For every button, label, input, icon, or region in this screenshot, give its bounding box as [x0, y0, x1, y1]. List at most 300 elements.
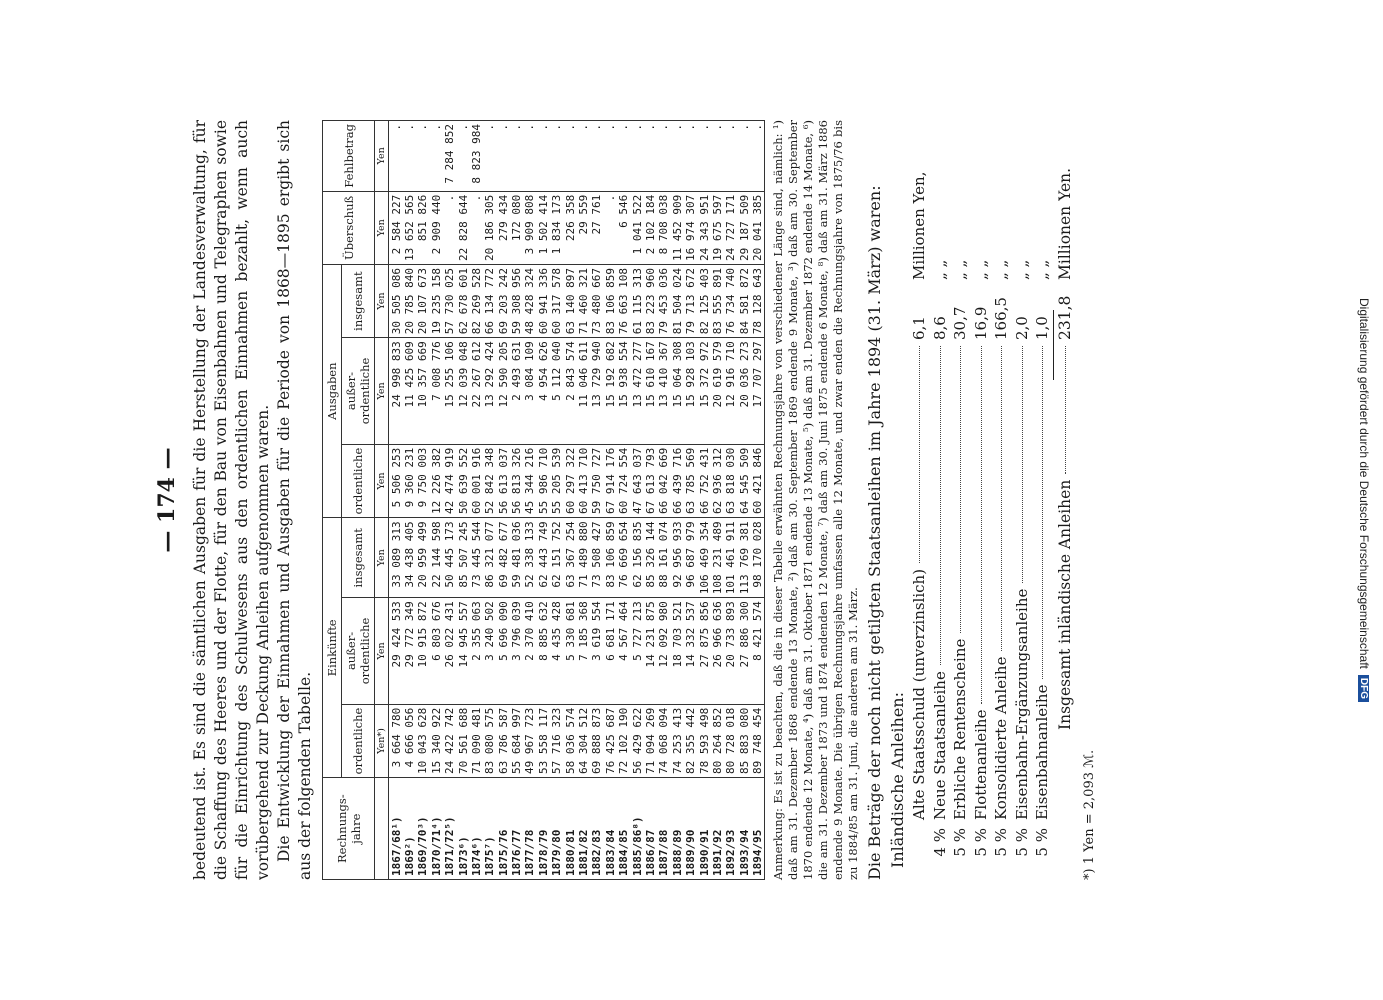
value-cell: 12 039 048: [456, 338, 469, 445]
loans-list: [909, 120, 1053, 880]
loan-value: 8,6: [930, 316, 949, 340]
value-cell: 73 480 667: [590, 265, 603, 338]
table-row: [710, 121, 723, 880]
value-cell: 5 727 213: [630, 598, 643, 705]
value-cell: 60 001 916: [469, 444, 482, 518]
table-row: [750, 121, 764, 880]
table-row: [469, 121, 482, 880]
col-expense-extra: außer-ordentliche: [341, 338, 374, 445]
value-cell: 53 558 117: [536, 704, 549, 778]
value-cell: 3 796 039: [509, 598, 522, 705]
value-cell: 60 941 336: [536, 265, 549, 338]
table-row: [724, 121, 737, 880]
year-cell: 1869²): [402, 778, 415, 880]
value-cell: 81 504 024: [670, 265, 683, 338]
value-cell: 47 643 037: [630, 444, 643, 518]
value-cell: .: [523, 121, 536, 192]
loan-rate: 5 %: [950, 828, 969, 857]
year-cell: 1867/68¹): [388, 778, 402, 880]
year-cell: 1883/84: [603, 778, 616, 880]
value-cell: .: [442, 191, 455, 264]
value-cell: 10 043 628: [416, 704, 429, 778]
table-row: [456, 121, 469, 880]
value-cell: 29 424 533: [388, 598, 402, 705]
value-cell: 226 358: [563, 191, 576, 264]
value-cell: 19 235 158: [429, 265, 442, 338]
table-row: [388, 121, 402, 880]
value-cell: 6 546: [617, 191, 630, 264]
value-cell: 71 090 481: [469, 704, 482, 778]
value-cell: 13 292 424: [483, 338, 496, 445]
value-cell: 11 046 611: [576, 338, 589, 445]
value-cell: 851 826: [416, 191, 429, 264]
value-cell: .: [603, 121, 616, 192]
value-cell: 27 761: [590, 191, 603, 264]
value-cell: 50 639 552: [456, 444, 469, 518]
value-cell: 20 041 385: [750, 191, 764, 264]
value-cell: 172 080: [509, 191, 522, 264]
value-cell: .: [603, 191, 616, 264]
table-note: Anmerkung: Es ist zu beachten, daß die in dieser Tabelle erwähnten Rechnungsjahre von verschiedener Länge sind, nämlich: ¹) daß am 31. Dezember 1868 endende 13 Monate, ²) daß am 30. September 1869 endende 9 Monate, ³) daß am 30. September 1870 endende 12 Monate, ⁴) daß am 31. Oktober 1871 endende 13 Monate, ⁵) daß am 31. Dezember 1872 endende 14 Monate, ⁶) die am 31. Dezember 1873 und 1874 endenden 12 Monate, ⁷) daß am 30. Juni 1875 endende 6 Monate, ⁸) daß am 31. März 1886 endende 9 Monate. Die übrigen Rechnungsjahre umfassen alle 12 Monate, und zwar enden die Rechnungsjahre von 1875/76 bis zu 1884/85 am 31. Juni, die anderen am 31. März.: [770, 120, 860, 880]
value-cell: 15 372 972: [697, 338, 710, 445]
leader-dots: [939, 346, 940, 665]
value-cell: 66 134 772: [483, 265, 496, 338]
col-expense-total: insgesamt: [341, 265, 374, 338]
value-cell: .: [710, 121, 723, 192]
value-cell: 22 828 644: [456, 191, 469, 264]
loans-total-value: 231,8: [1055, 295, 1074, 340]
value-cell: 4 666 056: [402, 704, 415, 778]
value-cell: 96 687 979: [683, 518, 696, 598]
value-cell: 26 966 636: [710, 598, 723, 705]
value-cell: 20 619 579: [710, 338, 723, 445]
value-cell: 55 205 539: [550, 444, 563, 518]
table-row: [416, 121, 429, 880]
value-cell: 4 567 464: [617, 598, 630, 705]
value-cell: 59 750 727: [590, 444, 603, 518]
value-cell: 15 255 106: [442, 338, 455, 445]
unit-cell: Yen: [374, 598, 388, 705]
value-cell: 1 041 522: [630, 191, 643, 264]
value-cell: 15 340 922: [429, 704, 442, 778]
value-cell: 60 724 554: [617, 444, 630, 518]
value-cell: .: [724, 121, 737, 192]
leader-dots: [1021, 346, 1022, 583]
value-cell: 56 613 037: [496, 444, 509, 518]
loan-unit: „ „: [950, 259, 969, 280]
value-cell: .: [657, 121, 670, 192]
year-cell: 1881/82: [576, 778, 589, 880]
value-cell: 64 304 512: [576, 704, 589, 778]
value-cell: 7 185 368: [576, 598, 589, 705]
value-cell: .: [617, 121, 630, 192]
table-row: [429, 121, 442, 880]
value-cell: 2 584 227: [388, 191, 402, 264]
value-cell: 13 410 367: [657, 338, 670, 445]
value-cell: .: [509, 121, 522, 192]
value-cell: 15 192 682: [603, 338, 616, 445]
value-cell: 14 332 537: [683, 598, 696, 705]
loan-rate: 5 %: [1032, 828, 1051, 857]
year-cell: 1887/88: [657, 778, 670, 880]
loan-unit: „ „: [1032, 259, 1051, 280]
value-cell: 76 734 740: [724, 265, 737, 338]
value-cell: 63 367 254: [563, 518, 576, 598]
value-cell: 34 438 405: [402, 518, 415, 598]
table-row: [536, 121, 549, 880]
value-cell: .: [456, 121, 469, 192]
value-cell: 4 435 428: [550, 598, 563, 705]
value-cell: .: [536, 121, 549, 192]
loan-name: Eisenbahn-Ergänzungsanleihe: [1012, 588, 1031, 820]
year-cell: 1871/72⁵): [442, 778, 455, 880]
loan-rate: 5 %: [991, 828, 1010, 857]
value-cell: 84 581 872: [737, 265, 750, 338]
value-cell: 15 610 167: [643, 338, 656, 445]
value-cell: 80 264 852: [710, 704, 723, 778]
value-cell: 20 186 305: [483, 191, 496, 264]
value-cell: 20 785 840: [402, 265, 415, 338]
value-cell: 13 472 277: [630, 338, 643, 445]
leader-dots: [1042, 346, 1043, 679]
value-cell: .: [737, 121, 750, 192]
value-cell: 69 482 677: [496, 518, 509, 598]
table-row: [496, 121, 509, 880]
value-cell: 76 669 654: [617, 518, 630, 598]
value-cell: 20 959 499: [416, 518, 429, 598]
value-cell: 71 094 269: [643, 704, 656, 778]
value-cell: 13 729 940: [590, 338, 603, 445]
value-cell: 12 092 980: [657, 598, 670, 705]
loan-row: [950, 120, 971, 880]
year-cell: 1878/79: [536, 778, 549, 880]
col-year: Rechnungs-jahre: [322, 778, 374, 880]
value-cell: 29 772 349: [402, 598, 415, 705]
value-cell: 59 481 036: [509, 518, 522, 598]
value-cell: 1 502 414: [536, 191, 549, 264]
value-cell: 2 843 574: [563, 338, 576, 445]
value-cell: 66 752 431: [697, 444, 710, 518]
value-cell: 12 590 205: [496, 338, 509, 445]
col-income-total: insgesamt: [341, 518, 374, 598]
value-cell: 88 161 074: [657, 518, 670, 598]
value-cell: 14 231 875: [643, 598, 656, 705]
value-cell: 20 733 893: [724, 598, 737, 705]
value-cell: 49 967 723: [523, 704, 536, 778]
digitization-sidebar: [1345, 10, 1383, 990]
loan-rate: 5 %: [1012, 828, 1031, 857]
loan-unit: „ „: [971, 259, 990, 280]
value-cell: 98 170 028: [750, 518, 764, 598]
value-cell: 14 945 557: [456, 598, 469, 705]
value-cell: 52 842 348: [483, 444, 496, 518]
value-cell: 66 042 669: [657, 444, 670, 518]
value-cell: 62 151 752: [550, 518, 563, 598]
loans-subheading: Inländische Anleihen:: [887, 691, 907, 868]
value-cell: .: [402, 121, 415, 192]
table-row: [483, 121, 496, 880]
loan-row: [909, 120, 930, 880]
value-cell: 63 818 030: [724, 444, 737, 518]
value-cell: 56 813 326: [509, 444, 522, 518]
col-income: Einkünfte: [322, 518, 341, 778]
loan-unit: „ „: [991, 259, 1010, 280]
leader-dots: [919, 346, 920, 563]
value-cell: 62 936 312: [710, 444, 723, 518]
value-cell: 15 064 308: [670, 338, 683, 445]
value-cell: 63 786 587: [496, 704, 509, 778]
value-cell: 24 343 951: [697, 191, 710, 264]
value-cell: 70 561 688: [456, 704, 469, 778]
value-cell: .: [469, 191, 482, 264]
table-row: [563, 121, 576, 880]
value-cell: 82 355 442: [683, 704, 696, 778]
year-cell: 1875/76: [496, 778, 509, 880]
value-cell: 20 107 673: [416, 265, 429, 338]
unit-cell: Yen*): [374, 704, 388, 778]
value-cell: 6 803 676: [429, 598, 442, 705]
loans-total-unit: Millionen Yen.: [1055, 167, 1074, 280]
value-cell: 85 326 144: [643, 518, 656, 598]
year-cell: 1894/95: [750, 778, 764, 880]
year-cell: 1870/71⁴): [429, 778, 442, 880]
year-cell: 1893/94: [737, 778, 750, 880]
value-cell: 106 469 354: [697, 518, 710, 598]
year-cell: 1879/80: [550, 778, 563, 880]
table-row: [670, 121, 683, 880]
unit-cell: [374, 778, 388, 880]
value-cell: 76 425 687: [603, 704, 616, 778]
value-cell: 2 355 063: [469, 598, 482, 705]
value-cell: 89 748 454: [750, 704, 764, 778]
value-cell: 8 885 632: [536, 598, 549, 705]
loan-name: Neue Staatsanleihe: [930, 671, 949, 820]
value-cell: .: [483, 121, 496, 192]
value-cell: 56 429 622: [630, 704, 643, 778]
value-cell: .: [496, 121, 509, 192]
value-cell: 63 140 897: [563, 265, 576, 338]
value-cell: 108 231 489: [710, 518, 723, 598]
value-cell: 7 008 776: [429, 338, 442, 445]
col-income-ord: ordentliche: [341, 704, 374, 778]
value-cell: 61 115 313: [630, 265, 643, 338]
value-cell: 11 452 909: [670, 191, 683, 264]
loan-rate: 4 %: [930, 828, 949, 857]
value-cell: 7 284 852: [442, 121, 455, 192]
loan-row: [929, 120, 950, 880]
unit-cell: Yen: [374, 444, 388, 518]
leader-dots: [960, 346, 961, 633]
value-cell: 57 730 025: [442, 265, 455, 338]
value-cell: 4 954 626: [536, 338, 549, 445]
value-cell: 5 112 040: [550, 338, 563, 445]
value-cell: 13 652 565: [402, 191, 415, 264]
value-cell: .: [429, 121, 442, 192]
unit-cell: Yen: [374, 121, 388, 192]
loan-value: 166,5: [991, 297, 1010, 340]
value-cell: 73 508 427: [590, 518, 603, 598]
value-cell: 83 223 960: [643, 265, 656, 338]
table-body: [374, 121, 764, 880]
leader-dots: [1001, 346, 1002, 651]
year-cell: 1891/92: [710, 778, 723, 880]
year-cell: 1869/70³): [416, 778, 429, 880]
loan-value: 30,7: [950, 306, 969, 340]
value-cell: 52 338 133: [523, 518, 536, 598]
year-cell: 1877/78: [523, 778, 536, 880]
value-cell: 55 986 710: [536, 444, 549, 518]
value-cell: 29 187 509: [737, 191, 750, 264]
table-row: [643, 121, 656, 880]
value-cell: 3 909 808: [523, 191, 536, 264]
value-cell: 69 888 873: [590, 704, 603, 778]
value-cell: .: [643, 121, 656, 192]
loan-name: Erbliche Rentenscheine: [950, 638, 969, 820]
value-cell: 42 474 919: [442, 444, 455, 518]
value-cell: 12 916 710: [724, 338, 737, 445]
value-cell: 29 559: [576, 191, 589, 264]
col-expense: Ausgaben: [322, 265, 341, 518]
value-cell: .: [697, 121, 710, 192]
finance-table: [322, 120, 765, 880]
value-cell: 71 460 321: [576, 265, 589, 338]
table-row: [697, 121, 710, 880]
value-cell: 82 269 528: [469, 265, 482, 338]
table-row: [523, 121, 536, 880]
credit-text: Digitalisierung gefördert durch die Deutsche Forschungsgemeinschaft: [1357, 298, 1371, 669]
value-cell: 2 493 631: [509, 338, 522, 445]
intro-paragraph-2: Die Entwicklung der Einnahmen und Ausgaben für die Periode von 1868—1895 ergibt sich aus der folgenden Tabelle.: [274, 120, 314, 880]
value-cell: 3 240 502: [483, 598, 496, 705]
value-cell: 60 413 710: [576, 444, 589, 518]
value-cell: 71 489 880: [576, 518, 589, 598]
value-cell: 78 593 498: [697, 704, 710, 778]
page-number: — 174 —: [153, 447, 180, 553]
value-cell: .: [576, 121, 589, 192]
value-cell: 27 886 300: [737, 598, 750, 705]
value-cell: 74 253 413: [670, 704, 683, 778]
loan-row: [970, 120, 991, 880]
year-cell: 1873⁶): [456, 778, 469, 880]
col-income-extra: außer-ordentliche: [341, 598, 374, 705]
loan-name: Alte Staatsschuld (unverzinslich): [909, 568, 928, 820]
table-row: [683, 121, 696, 880]
value-cell: 60 297 322: [563, 444, 576, 518]
leader-dots: [1064, 346, 1065, 474]
year-cell: 1886/87: [643, 778, 656, 880]
loan-unit: „ „: [1012, 259, 1031, 280]
value-cell: 85 507 245: [456, 518, 469, 598]
value-cell: 73 445 544: [469, 518, 482, 598]
loan-unit: Millionen Yen,: [909, 171, 928, 280]
value-cell: 85 883 080: [737, 704, 750, 778]
value-cell: 3 619 554: [590, 598, 603, 705]
value-cell: 62 443 749: [536, 518, 549, 598]
loan-value: 16,9: [971, 306, 990, 340]
year-cell: 1884/85: [617, 778, 630, 880]
table-row: [509, 121, 522, 880]
year-cell: 1874⁶): [469, 778, 482, 880]
unit-cell: Yen: [374, 265, 388, 338]
value-cell: 10 915 872: [416, 598, 429, 705]
loan-name: Flottenanleihe: [971, 709, 990, 820]
value-cell: 83 080 575: [483, 704, 496, 778]
value-cell: .: [590, 121, 603, 192]
value-cell: 15 928 103: [683, 338, 696, 445]
table-row: [737, 121, 750, 880]
value-cell: 1 834 173: [550, 191, 563, 264]
value-cell: 55 684 997: [509, 704, 522, 778]
year-cell: 1890/91: [697, 778, 710, 880]
value-cell: 92 956 933: [670, 518, 683, 598]
value-cell: 83 555 891: [710, 265, 723, 338]
value-cell: 79 713 672: [683, 265, 696, 338]
value-cell: 3 664 780: [388, 704, 402, 778]
value-cell: 2 102 184: [643, 191, 656, 264]
value-cell: 9 360 231: [402, 444, 415, 518]
value-cell: 82 125 403: [697, 265, 710, 338]
value-cell: 26 022 431: [442, 598, 455, 705]
value-cell: 24 727 171: [724, 191, 737, 264]
value-cell: 27 875 856: [697, 598, 710, 705]
value-cell: .: [388, 121, 402, 192]
loans-total: [1055, 120, 1073, 880]
value-cell: 62 678 601: [456, 265, 469, 338]
value-cell: 76 663 108: [617, 265, 630, 338]
loan-rate: 5 %: [971, 828, 990, 857]
value-cell: 2 909 440: [429, 191, 442, 264]
value-cell: .: [563, 121, 576, 192]
value-cell: .: [750, 121, 764, 192]
loan-name: Eisenbahnanleihe: [1032, 684, 1051, 820]
value-cell: 74 068 094: [657, 704, 670, 778]
digitization-credit: [1353, 10, 1375, 990]
table-row: [590, 121, 603, 880]
loan-value: 1,0: [1032, 316, 1051, 340]
loan-value: 6,1: [909, 316, 928, 340]
col-deficit: Fehlbetrag: [322, 121, 374, 192]
value-cell: 101 461 911: [724, 518, 737, 598]
loan-row: [1011, 120, 1032, 880]
value-cell: 24 422 742: [442, 704, 455, 778]
col-surplus: Überschuß: [322, 191, 374, 264]
value-cell: 83 106 859: [603, 518, 616, 598]
loan-row: [991, 120, 1012, 880]
intro-paragraph: bedeutend ist. Es sind die sämtlichen Ausgaben für die Herstellung der Landesverwaltung, für die Schaffung des Heeres und der Flotte, für den Bau von Eisenbahnen und Telegraphen sowie für die Einrichtung des Schulwesens aus den ordentlichen Einnahmen bezahlt, wenn auch vorübergehend zur Deckung Anleihen aufgenommen waren.: [190, 120, 272, 880]
value-cell: 15 938 554: [617, 338, 630, 445]
year-cell: 1882/83: [590, 778, 603, 880]
dfg-logo: DFG: [1359, 675, 1370, 702]
value-cell: 59 308 956: [509, 265, 522, 338]
value-cell: 66 439 716: [670, 444, 683, 518]
loans-total-label: Insgesamt inländische Anleihen: [1055, 479, 1074, 730]
value-cell: 5 696 090: [496, 598, 509, 705]
rotated-page-content: [142, 100, 1242, 900]
unit-cell: Yen: [374, 191, 388, 264]
table-row: [603, 121, 616, 880]
loans-heading: Die Beträge der noch nicht getilgten Staatsanleihen im Jahre 1894 (31. März) waren:: [864, 185, 884, 880]
table-row: [402, 121, 415, 880]
value-cell: 3 084 109: [523, 338, 536, 445]
year-cell: 1888/89: [670, 778, 683, 880]
value-cell: 8 708 038: [657, 191, 670, 264]
year-cell: 1885/86⁸): [630, 778, 643, 880]
value-cell: 80 728 018: [724, 704, 737, 778]
value-cell: 69 203 242: [496, 265, 509, 338]
value-cell: 58 036 574: [563, 704, 576, 778]
col-expense-ord: ordentliche: [341, 444, 374, 518]
value-cell: 67 613 793: [643, 444, 656, 518]
